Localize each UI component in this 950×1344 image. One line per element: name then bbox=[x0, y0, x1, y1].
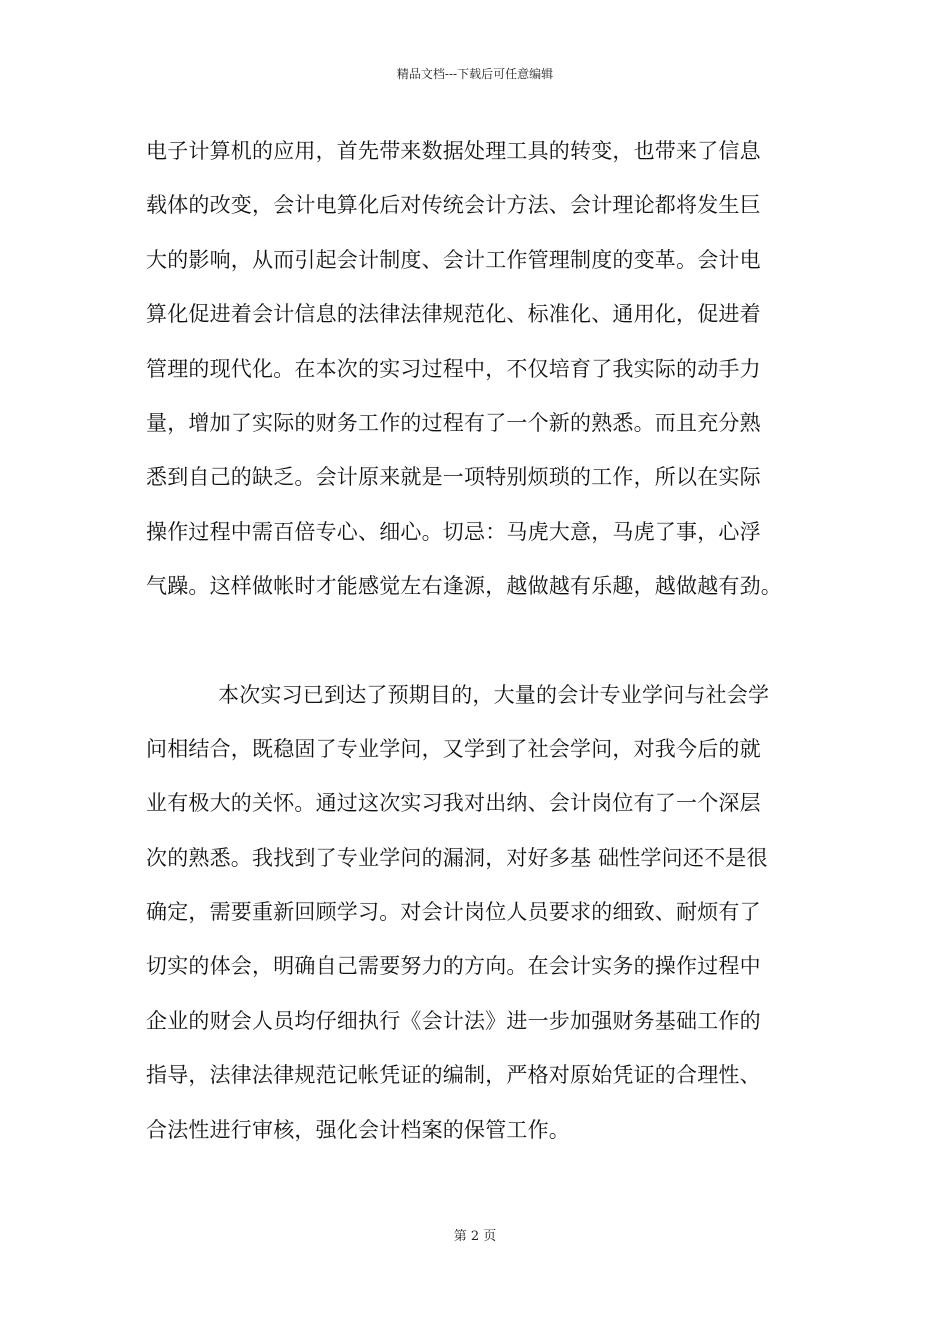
paragraph-1 bbox=[146, 132, 826, 605]
text-line: 业有极大的关怀。通过这次实习我对出纳、会计岗位有了一个深层 bbox=[146, 791, 761, 816]
text-line: 管理的现代化。在本次的实习过程中，不仅培育了我实际的动手力 bbox=[146, 356, 761, 381]
text-line: 切实的体会，明确自己需要努力的方向。在会计实务的操作过程中 bbox=[146, 954, 761, 979]
page-header: 精品文档---下载后可任意编辑 bbox=[396, 67, 554, 81]
text-line: 次的熟悉。我找到了专业学问的漏洞，对好多基 础性学问还不是很 bbox=[146, 845, 768, 870]
text-line: 合法性进行审核，强化会计档案的保管工作。 bbox=[146, 1117, 570, 1142]
page-number: 第 2 页 bbox=[453, 1229, 497, 1244]
text-line: 操作过程中需百倍专心、细心。切忌：马虎大意，马虎了事，心浮 bbox=[146, 519, 761, 544]
text-line: 悉到自己的缺乏。会计原来就是一项特别烦琐的工作，所以在实际 bbox=[146, 465, 761, 490]
text-line: 电子计算机的应用，首先带来数据处理工具的转变，也带来了信息 bbox=[146, 139, 761, 163]
text-line: 指导，法律法律规范记帐凭证的编制，严格对原始凭证的合理性、 bbox=[146, 1063, 761, 1088]
paragraph-2 bbox=[146, 676, 826, 1149]
document-body bbox=[146, 132, 826, 1165]
text-line: 气躁。这样做帐时才能感觉左右逢源，越做越有乐趣，越做越有劲。 bbox=[146, 574, 782, 599]
text-line: 算化促进着会计信息的法律法律规范化、标准化、通用化，促进着 bbox=[146, 302, 761, 327]
text-line: 载体的改变，会计电算化后对传统会计方法、会计理论都将发生巨 bbox=[146, 193, 761, 218]
text-line: 量，增加了实际的财务工作的过程有了一个新的熟悉。而且充分熟 bbox=[146, 410, 761, 435]
text-line: 大的影响，从而引起会计制度、会计工作管理制度的变革。会计电 bbox=[146, 247, 761, 272]
text-line: 企业的财会人员均仔细执行《会计法》进一步加强财务基础工作的 bbox=[146, 1008, 761, 1033]
paragraph-gap bbox=[146, 622, 826, 676]
text-line: 问相结合，既稳固了专业学问，又学到了社会学问，对我今后的就 bbox=[146, 736, 761, 761]
text-line: 本次实习已到达了预期目的，大量的会计专业学问与社会学 bbox=[218, 682, 770, 707]
text-line: 确定，需要重新回顾学习。对会计岗位人员要求的细致、耐烦有了 bbox=[146, 900, 761, 925]
